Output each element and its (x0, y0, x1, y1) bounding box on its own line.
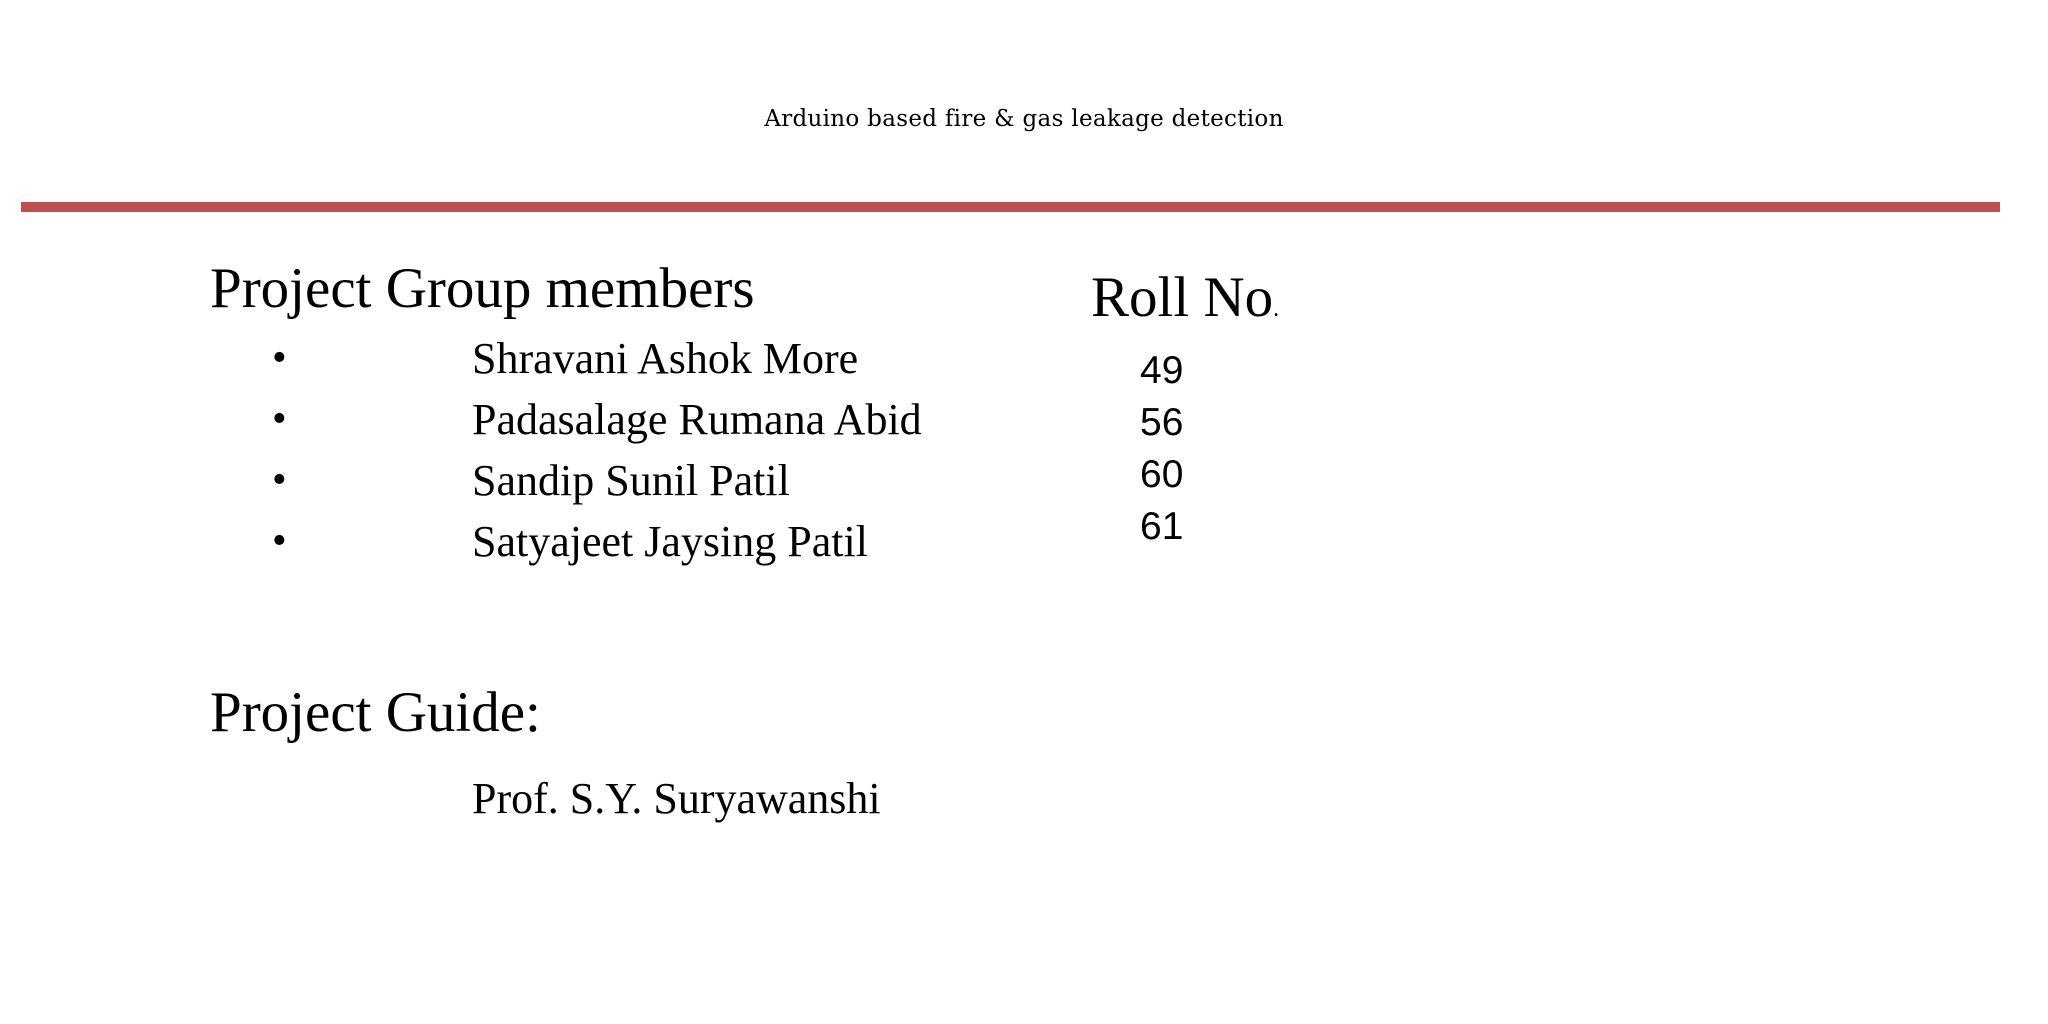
roll-number: 61 (1140, 505, 1184, 548)
roll-heading-suffix: . (1273, 296, 1280, 322)
bullet-icon: • (272, 335, 287, 381)
guide-heading: Project Guide: (210, 681, 541, 744)
roll-heading (1091, 263, 1279, 347)
roll-number: 56 (1140, 401, 1184, 444)
bullet-icon: • (272, 396, 287, 442)
header-divider (21, 202, 2000, 212)
members-heading: Project Group members (210, 257, 755, 320)
guide-name: Prof. S.Y. Suryawanshi (472, 774, 881, 823)
member-name: Sandip Sunil Patil (472, 456, 790, 505)
bullet-icon: • (272, 457, 287, 503)
roll-heading-text: Roll No (1091, 266, 1274, 329)
bullet-icon: • (272, 518, 287, 564)
roll-number: 49 (1140, 349, 1184, 392)
member-name: Padasalage Rumana Abid (472, 395, 922, 444)
header-title: Arduino based fire & gas leakage detection (764, 106, 1284, 132)
member-name: Satyajeet Jaysing Patil (472, 517, 868, 566)
member-name: Shravani Ashok More (472, 334, 859, 383)
roll-number-list (1140, 345, 1183, 553)
roll-number: 60 (1140, 453, 1184, 496)
